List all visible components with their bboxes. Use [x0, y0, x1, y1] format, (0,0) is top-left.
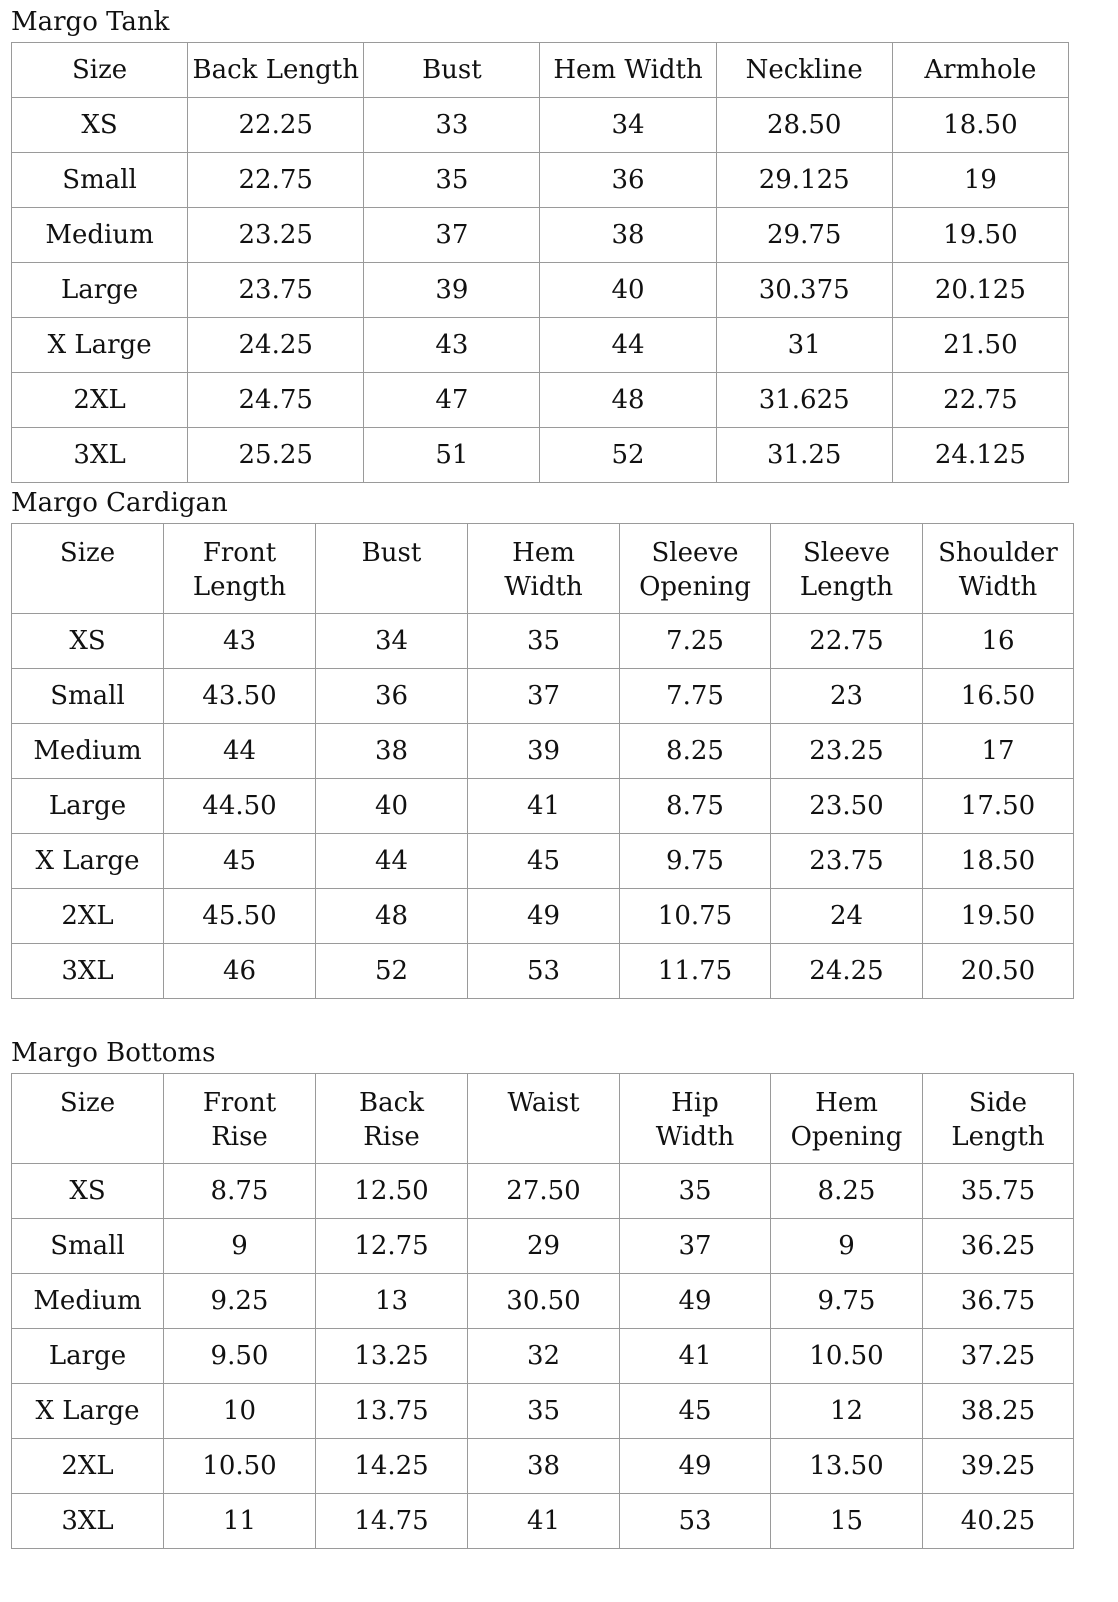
measurement-cell: 12.50 [316, 1164, 468, 1219]
measurement-cell: 10.50 [771, 1329, 923, 1384]
measurement-cell: 35 [468, 1384, 620, 1439]
measurement-cell: 31 [716, 318, 892, 373]
measurement-cell: 49 [620, 1439, 771, 1494]
measurement-cell: 36.25 [923, 1219, 1074, 1274]
measurement-cell: 34 [316, 614, 468, 669]
measurement-cell: 14.25 [316, 1439, 468, 1494]
measurement-cell: 45 [468, 834, 620, 889]
size-label-cell: Medium [12, 1274, 164, 1329]
header-line: Waist [507, 1088, 580, 1118]
header-line: Sleeve [651, 538, 739, 568]
size-label-cell: Medium [12, 724, 164, 779]
measurement-cell: 8.25 [771, 1164, 923, 1219]
measurement-cell: 14.75 [316, 1494, 468, 1549]
header-line: Front [202, 1088, 277, 1118]
size-label-cell: Medium [12, 208, 188, 263]
measurement-cell: 35 [468, 614, 620, 669]
header-line: Width [504, 572, 583, 602]
measurement-cell: 31.25 [716, 428, 892, 483]
header-line: Rise [363, 1122, 420, 1152]
measurement-cell: 45 [620, 1384, 771, 1439]
header-back-length: Back Length [188, 43, 364, 98]
header-hem-width: Hem Width [540, 43, 716, 98]
measurement-cell: 25.25 [188, 428, 364, 483]
table-row [12, 98, 1069, 153]
measurement-cell: 29 [468, 1219, 620, 1274]
measurement-cell: 46 [164, 944, 316, 999]
size-label-cell: Small [12, 1219, 164, 1274]
header-line: Hip [671, 1088, 719, 1118]
measurement-cell: 41 [620, 1329, 771, 1384]
measurement-cell: 45.50 [164, 889, 316, 944]
size-label-cell: 2XL [12, 889, 164, 944]
measurement-cell: 49 [620, 1274, 771, 1329]
table-row [12, 1329, 1074, 1384]
measurement-cell: 51 [364, 428, 540, 483]
measurement-cell: 17 [923, 724, 1074, 779]
table-row [12, 614, 1074, 669]
measurement-cell: 41 [468, 1494, 620, 1549]
header-sleeve-opening [620, 524, 771, 614]
header-line: Width [655, 1122, 735, 1152]
measurement-cell: 24.25 [188, 318, 364, 373]
header-line: Hem [512, 538, 575, 568]
header-bust [316, 524, 468, 614]
measurement-cell: 13.25 [316, 1329, 468, 1384]
measurement-cell: 43.50 [164, 669, 316, 724]
table-row [12, 318, 1069, 373]
table-row [12, 263, 1069, 318]
size-label-cell: Small [12, 153, 188, 208]
measurement-cell: 22.75 [188, 153, 364, 208]
size-label-cell: X Large [12, 1384, 164, 1439]
header-line: Length [951, 1122, 1045, 1152]
table-row [12, 779, 1074, 834]
size-label-cell: 2XL [12, 373, 188, 428]
measurement-cell: 29.75 [716, 208, 892, 263]
measurement-cell: 10.75 [620, 889, 771, 944]
measurement-cell: 20.50 [923, 944, 1074, 999]
measurement-cell: 39.25 [923, 1439, 1074, 1494]
header-front-rise [164, 1074, 316, 1164]
header-sleeve-length [771, 524, 923, 614]
measurement-cell: 13.75 [316, 1384, 468, 1439]
header-line: Rise [211, 1122, 268, 1152]
measurement-cell: 36.75 [923, 1274, 1074, 1329]
measurement-cell: 22.75 [892, 373, 1068, 428]
measurement-cell: 31.625 [716, 373, 892, 428]
measurement-cell: 13.50 [771, 1439, 923, 1494]
header-bust: Bust [364, 43, 540, 98]
header-neckline: Neckline [716, 43, 892, 98]
table-row [12, 669, 1074, 724]
measurement-cell: 7.25 [620, 614, 771, 669]
measurement-cell: 27.50 [468, 1164, 620, 1219]
header-shoulder-width [923, 524, 1074, 614]
header-back-rise [316, 1074, 468, 1164]
measurement-cell: 38.25 [923, 1384, 1074, 1439]
size-label-cell: 2XL [12, 1439, 164, 1494]
header-line: Opening [639, 572, 751, 602]
measurement-cell: 9.50 [164, 1329, 316, 1384]
measurement-cell: 23 [771, 669, 923, 724]
measurement-cell: 23.75 [771, 834, 923, 889]
bottoms-title: Margo Bottoms [11, 1038, 216, 1068]
table-row [12, 1494, 1074, 1549]
size-label-cell: 3XL [12, 428, 188, 483]
cardigan-title: Margo Cardigan [11, 488, 228, 518]
measurement-cell: 24.25 [771, 944, 923, 999]
measurement-cell: 10.50 [164, 1439, 316, 1494]
measurement-cell: 13 [316, 1274, 468, 1329]
header-line: Width [958, 572, 1038, 602]
measurement-cell: 40 [316, 779, 468, 834]
measurement-cell: 22.75 [771, 614, 923, 669]
table-row [12, 1274, 1074, 1329]
measurement-cell: 53 [620, 1494, 771, 1549]
header-hip-width [620, 1074, 771, 1164]
size-label-cell: 3XL [12, 944, 164, 999]
measurement-cell: 34 [540, 98, 716, 153]
header-front-length [164, 524, 316, 614]
measurement-cell: 32 [468, 1329, 620, 1384]
measurement-cell: 19 [892, 153, 1068, 208]
table-row [12, 208, 1069, 263]
measurement-cell: 10 [164, 1384, 316, 1439]
measurement-cell: 23.50 [771, 779, 923, 834]
measurement-cell: 28.50 [716, 98, 892, 153]
measurement-cell: 44.50 [164, 779, 316, 834]
header-waist [468, 1074, 620, 1164]
measurement-cell: 24.125 [892, 428, 1068, 483]
measurement-cell: 24 [771, 889, 923, 944]
table-row [12, 1384, 1074, 1439]
header-line: Back [359, 1088, 424, 1118]
measurement-cell: 36 [316, 669, 468, 724]
bottoms-size-table [11, 1073, 1074, 1549]
measurement-cell: 38 [316, 724, 468, 779]
header-line: Shoulder [938, 538, 1058, 568]
header-size [12, 1074, 164, 1164]
measurement-cell: 40 [540, 263, 716, 318]
measurement-cell: 20.125 [892, 263, 1068, 318]
header-hem-opening [771, 1074, 923, 1164]
measurement-cell: 37 [364, 208, 540, 263]
measurement-cell: 21.50 [892, 318, 1068, 373]
measurement-cell: 11 [164, 1494, 316, 1549]
table-row [12, 724, 1074, 779]
measurement-cell: 37 [468, 669, 620, 724]
table-row [12, 889, 1074, 944]
tank-size-table [11, 42, 1069, 483]
size-label-cell: Small [12, 669, 164, 724]
header-hem-width [468, 524, 620, 614]
header-armhole: Armhole [892, 43, 1068, 98]
measurement-cell: 12.75 [316, 1219, 468, 1274]
measurement-cell: 30.50 [468, 1274, 620, 1329]
measurement-cell: 16 [923, 614, 1074, 669]
measurement-cell: 9 [164, 1219, 316, 1274]
header-line: Bust [361, 538, 422, 568]
measurement-cell: 39 [468, 724, 620, 779]
size-label-cell: 3XL [12, 1494, 164, 1549]
measurement-cell: 48 [316, 889, 468, 944]
header-line: Front [202, 538, 277, 568]
header-line: Side [968, 1088, 1028, 1118]
measurement-cell: 9.75 [771, 1274, 923, 1329]
measurement-cell: 36 [540, 153, 716, 208]
table-header-row [12, 524, 1074, 614]
measurement-cell: 52 [540, 428, 716, 483]
tank-title: Margo Tank [11, 7, 170, 37]
measurement-cell: 29.125 [716, 153, 892, 208]
measurement-cell: 52 [316, 944, 468, 999]
measurement-cell: 45 [164, 834, 316, 889]
measurement-cell: 8.75 [164, 1164, 316, 1219]
header-line: Size [59, 538, 116, 568]
table-row [12, 1439, 1074, 1494]
cardigan-size-table [11, 523, 1074, 999]
header-line: Length [799, 572, 894, 602]
measurement-cell: 24.75 [188, 373, 364, 428]
table-row [12, 428, 1069, 483]
measurement-cell: 44 [316, 834, 468, 889]
header-size [12, 524, 164, 614]
measurement-cell: 38 [540, 208, 716, 263]
table-row [12, 834, 1074, 889]
measurement-cell: 35 [620, 1164, 771, 1219]
measurement-cell: 23.25 [188, 208, 364, 263]
table-row [12, 944, 1074, 999]
size-label-cell: X Large [12, 834, 164, 889]
measurement-cell: 43 [364, 318, 540, 373]
table-row [12, 153, 1069, 208]
measurement-cell: 44 [164, 724, 316, 779]
measurement-cell: 53 [468, 944, 620, 999]
size-label-cell: Large [12, 779, 164, 834]
header-size: Size [12, 43, 188, 98]
measurement-cell: 9.25 [164, 1274, 316, 1329]
measurement-cell: 41 [468, 779, 620, 834]
measurement-cell: 40.25 [923, 1494, 1074, 1549]
measurement-cell: 17.50 [923, 779, 1074, 834]
measurement-cell: 11.75 [620, 944, 771, 999]
measurement-cell: 35.75 [923, 1164, 1074, 1219]
measurement-cell: 15 [771, 1494, 923, 1549]
header-line: Opening [790, 1122, 903, 1152]
header-line: Size [59, 1088, 116, 1118]
size-label-cell: X Large [12, 318, 188, 373]
measurement-cell: 7.75 [620, 669, 771, 724]
measurement-cell: 23.25 [771, 724, 923, 779]
measurement-cell: 47 [364, 373, 540, 428]
table-header-row [12, 43, 1069, 98]
measurement-cell: 19.50 [892, 208, 1068, 263]
measurement-cell: 39 [364, 263, 540, 318]
size-label-cell: XS [12, 98, 188, 153]
measurement-cell: 23.75 [188, 263, 364, 318]
size-label-cell: XS [12, 1164, 164, 1219]
measurement-cell: 16.50 [923, 669, 1074, 724]
measurement-cell: 18.50 [892, 98, 1068, 153]
table-row [12, 1164, 1074, 1219]
header-side-length [923, 1074, 1074, 1164]
header-line: Length [192, 572, 287, 602]
measurement-cell: 8.75 [620, 779, 771, 834]
table-row [12, 1219, 1074, 1274]
table-header-row [12, 1074, 1074, 1164]
header-line: Sleeve [803, 538, 890, 568]
measurement-cell: 48 [540, 373, 716, 428]
measurement-cell: 35 [364, 153, 540, 208]
size-label-cell: XS [12, 614, 164, 669]
measurement-cell: 44 [540, 318, 716, 373]
measurement-cell: 37 [620, 1219, 771, 1274]
measurement-cell: 38 [468, 1439, 620, 1494]
measurement-cell: 9 [771, 1219, 923, 1274]
measurement-cell: 9.75 [620, 834, 771, 889]
measurement-cell: 19.50 [923, 889, 1074, 944]
measurement-cell: 49 [468, 889, 620, 944]
table-row [12, 373, 1069, 428]
size-label-cell: Large [12, 263, 188, 318]
measurement-cell: 12 [771, 1384, 923, 1439]
measurement-cell: 8.25 [620, 724, 771, 779]
measurement-cell: 33 [364, 98, 540, 153]
measurement-cell: 43 [164, 614, 316, 669]
measurement-cell: 22.25 [188, 98, 364, 153]
measurement-cell: 37.25 [923, 1329, 1074, 1384]
measurement-cell: 18.50 [923, 834, 1074, 889]
size-label-cell: Large [12, 1329, 164, 1384]
measurement-cell: 30.375 [716, 263, 892, 318]
header-line: Hem [815, 1088, 878, 1118]
